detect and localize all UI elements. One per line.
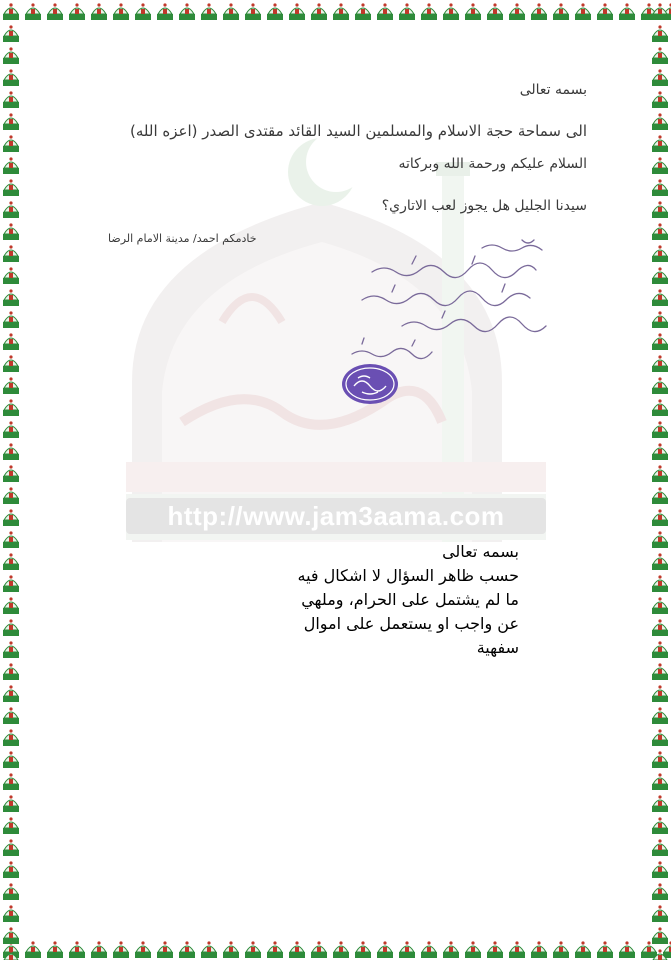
border-ornament-icon: [0, 286, 22, 308]
border-ornament-icon: [484, 938, 506, 960]
border-ornament-icon: [649, 814, 671, 836]
border-ornament-icon: [220, 938, 242, 960]
border-ornament-icon: [649, 748, 671, 770]
border-ornament-icon: [110, 938, 132, 960]
border-ornament-icon: [0, 770, 22, 792]
border-ornament-icon: [462, 938, 484, 960]
border-ornament-icon: [308, 938, 330, 960]
handwritten-reply-icon: [322, 230, 582, 360]
border-ornament-icon: [649, 198, 671, 220]
border-ornament-icon: [649, 176, 671, 198]
question-signature: خادمكم احمد/ مدينة الامام الرضا: [108, 232, 257, 245]
border-ornament-icon: [440, 0, 462, 22]
border-ornament-icon: [0, 682, 22, 704]
border-ornament-icon: [198, 0, 220, 22]
border-ornament-icon: [649, 924, 671, 946]
border-ornament-icon: [154, 0, 176, 22]
border-ornament-icon: [0, 660, 22, 682]
border-ornament-icon: [0, 506, 22, 528]
border-ornament-icon: [649, 88, 671, 110]
border-ornament-icon: [132, 938, 154, 960]
question-greeting: السلام عليكم ورحمة الله وبركاته: [398, 156, 587, 172]
border-ornament-icon: [374, 0, 396, 22]
border-ornament-icon: [44, 938, 66, 960]
border-ornament-icon: [374, 938, 396, 960]
border-ornament-icon: [649, 110, 671, 132]
border-ornament-icon: [649, 638, 671, 660]
border-ornament-icon: [66, 938, 88, 960]
border-ornament-icon: [0, 352, 22, 374]
border-ornament-icon: [649, 396, 671, 418]
border-ornament-icon: [88, 0, 110, 22]
border-ornament-icon: [396, 938, 418, 960]
border-ornament-icon: [649, 220, 671, 242]
border-ornament-icon: [0, 220, 22, 242]
border-ornament-icon: [649, 726, 671, 748]
border-ornament-icon: [110, 0, 132, 22]
border-ornament-icon: [198, 938, 220, 960]
border-ornament-icon: [132, 0, 154, 22]
border-ornament-icon: [0, 198, 22, 220]
border-ornament-icon: [649, 462, 671, 484]
border-ornament-icon: [649, 660, 671, 682]
border-ornament-icon: [0, 902, 22, 924]
document-page: [22, 22, 649, 938]
border-ornament-icon: [572, 938, 594, 960]
border-ornament-icon: [352, 0, 374, 22]
border-ornament-icon: [66, 0, 88, 22]
border-ornament-icon: [0, 858, 22, 880]
border-ornament-icon: [0, 924, 22, 946]
answer-line: حسب ظاهر السؤال لا اشكال فيه: [297, 566, 519, 585]
border-ornament-icon: [330, 938, 352, 960]
answer-line: ما لم يشتمل على الحرام، وملهي: [301, 590, 519, 609]
border-ornament-icon: [0, 704, 22, 726]
page-border-top: [0, 0, 671, 22]
border-ornament-icon: [649, 330, 671, 352]
border-ornament-icon: [0, 242, 22, 264]
border-ornament-icon: [0, 880, 22, 902]
border-ornament-icon: [649, 528, 671, 550]
border-ornament-icon: [649, 352, 671, 374]
border-ornament-icon: [649, 682, 671, 704]
border-ornament-icon: [0, 374, 22, 396]
border-ornament-icon: [0, 792, 22, 814]
border-ornament-icon: [0, 308, 22, 330]
border-ornament-icon: [616, 0, 638, 22]
border-ornament-icon: [649, 132, 671, 154]
border-ornament-icon: [286, 938, 308, 960]
border-ornament-icon: [649, 242, 671, 264]
border-ornament-icon: [0, 594, 22, 616]
border-ornament-icon: [649, 594, 671, 616]
border-ornament-icon: [0, 44, 22, 66]
border-ornament-icon: [649, 550, 671, 572]
border-ornament-icon: [649, 308, 671, 330]
border-ornament-icon: [286, 0, 308, 22]
border-ornament-icon: [0, 814, 22, 836]
page-border-bottom: [0, 938, 671, 960]
border-ornament-icon: [0, 66, 22, 88]
border-ornament-icon: [418, 938, 440, 960]
border-ornament-icon: [649, 506, 671, 528]
page-border-left: [0, 0, 22, 960]
question-text: سيدنا الجليل هل يجوز لعب الاتاري؟: [381, 198, 587, 214]
border-ornament-icon: [242, 938, 264, 960]
border-ornament-icon: [176, 938, 198, 960]
border-ornament-icon: [396, 0, 418, 22]
border-ornament-icon: [649, 44, 671, 66]
border-ornament-icon: [594, 938, 616, 960]
border-ornament-icon: [649, 770, 671, 792]
border-ornament-icon: [330, 0, 352, 22]
border-ornament-icon: [418, 0, 440, 22]
border-ornament-icon: [649, 946, 671, 960]
border-ornament-icon: [649, 484, 671, 506]
border-ornament-icon: [44, 0, 66, 22]
page-border-right: [649, 0, 671, 960]
border-ornament-icon: [649, 374, 671, 396]
border-ornament-icon: [308, 0, 330, 22]
question-addressee: الى سماحة حجة الاسلام والمسلمين السيد القائد مقتدى الصدر (اعزه الله): [130, 122, 587, 140]
border-ornament-icon: [0, 418, 22, 440]
border-ornament-icon: [0, 132, 22, 154]
border-ornament-icon: [0, 88, 22, 110]
border-ornament-icon: [154, 938, 176, 960]
border-ornament-icon: [0, 176, 22, 198]
border-ornament-icon: [649, 792, 671, 814]
border-ornament-icon: [649, 22, 671, 44]
border-ornament-icon: [649, 858, 671, 880]
border-ornament-icon: [649, 66, 671, 88]
answer-line: سفهية: [476, 638, 519, 657]
border-ornament-icon: [649, 572, 671, 594]
border-ornament-icon: [22, 0, 44, 22]
border-ornament-icon: [649, 902, 671, 924]
border-ornament-icon: [264, 0, 286, 22]
border-ornament-icon: [0, 528, 22, 550]
border-ornament-icon: [176, 0, 198, 22]
watermark-url: http://www.jam3aama.com: [126, 498, 546, 534]
border-ornament-icon: [0, 836, 22, 858]
border-ornament-icon: [242, 0, 264, 22]
answer-line: عن واجب او يستعمل على اموال: [303, 614, 519, 633]
border-ornament-icon: [220, 0, 242, 22]
border-ornament-icon: [649, 836, 671, 858]
border-ornament-icon: [0, 550, 22, 572]
border-ornament-icon: [0, 462, 22, 484]
border-ornament-icon: [264, 938, 286, 960]
border-ornament-icon: [88, 938, 110, 960]
answer-block: [298, 540, 519, 660]
question-basmala: بسمه تعالى: [519, 82, 587, 98]
border-ornament-icon: [594, 0, 616, 22]
border-ornament-icon: [0, 396, 22, 418]
border-ornament-icon: [0, 572, 22, 594]
border-ornament-icon: [440, 938, 462, 960]
border-ornament-icon: [0, 154, 22, 176]
border-ornament-icon: [0, 330, 22, 352]
border-ornament-icon: [506, 0, 528, 22]
border-ornament-icon: [649, 880, 671, 902]
border-ornament-icon: [506, 938, 528, 960]
border-ornament-icon: [0, 726, 22, 748]
border-ornament-icon: [550, 938, 572, 960]
border-ornament-icon: [0, 484, 22, 506]
border-ornament-icon: [572, 0, 594, 22]
border-ornament-icon: [0, 946, 22, 960]
border-ornament-icon: [528, 938, 550, 960]
official-seal-icon: [340, 362, 400, 406]
border-ornament-icon: [0, 110, 22, 132]
border-ornament-icon: [649, 704, 671, 726]
border-ornament-icon: [0, 616, 22, 638]
border-ornament-icon: [649, 616, 671, 638]
border-ornament-icon: [649, 154, 671, 176]
border-ornament-icon: [528, 0, 550, 22]
answer-line: بسمه تعالى: [442, 542, 519, 561]
border-ornament-icon: [0, 264, 22, 286]
border-ornament-icon: [649, 440, 671, 462]
border-ornament-icon: [649, 418, 671, 440]
border-ornament-icon: [649, 286, 671, 308]
border-ornament-icon: [462, 0, 484, 22]
border-ornament-icon: [22, 938, 44, 960]
border-ornament-icon: [0, 22, 22, 44]
border-ornament-icon: [649, 264, 671, 286]
border-ornament-icon: [352, 938, 374, 960]
border-ornament-icon: [0, 0, 22, 22]
border-ornament-icon: [0, 638, 22, 660]
border-ornament-icon: [550, 0, 572, 22]
border-ornament-icon: [616, 938, 638, 960]
border-ornament-icon: [0, 440, 22, 462]
border-ornament-icon: [484, 0, 506, 22]
border-ornament-icon: [649, 0, 671, 22]
border-ornament-icon: [0, 748, 22, 770]
